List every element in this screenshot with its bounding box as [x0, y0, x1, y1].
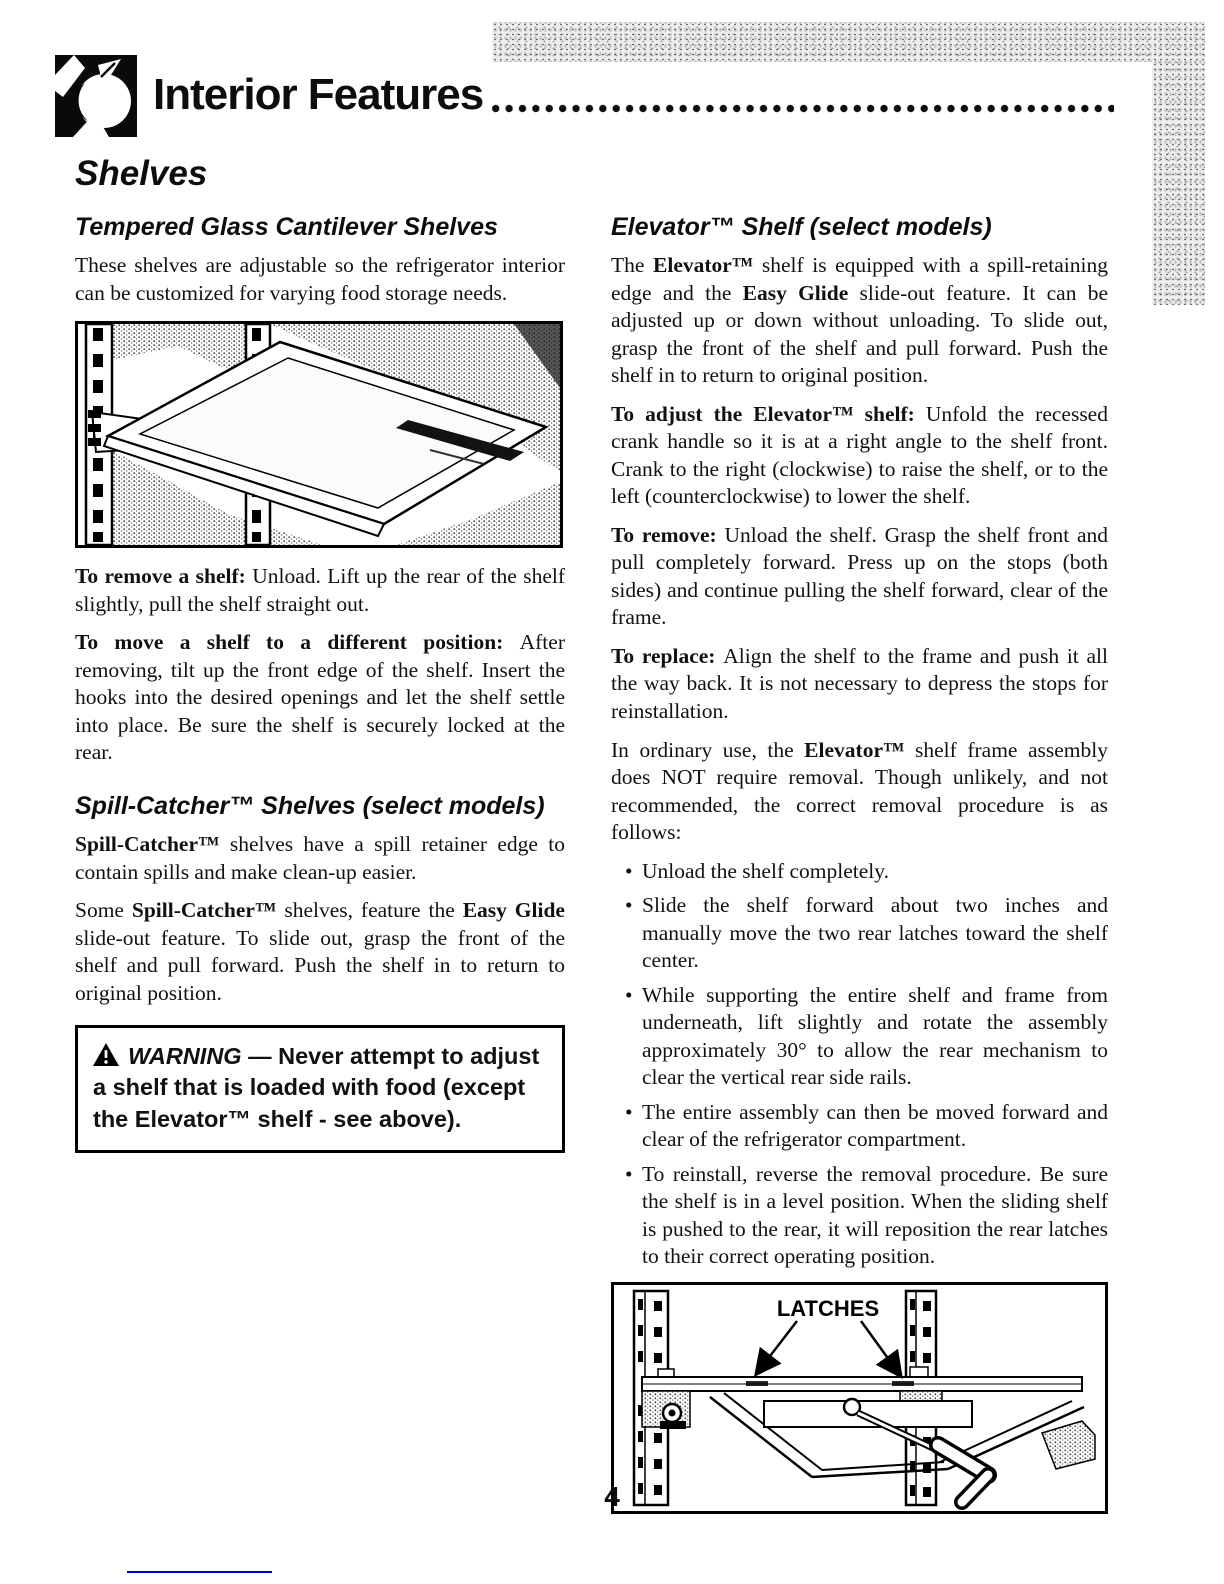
bullet-dot: •: [625, 982, 633, 1007]
removal-steps-list: [611, 858, 1108, 1271]
elevator-shelf-frame-illustration: [611, 1282, 1108, 1514]
list-item: • While supporting the entire shelf and frame from underneath, lift slightly and rotate the assembly approximately 30° to allow the rear mechanism to clear the vertical rear side rails.: [625, 982, 1108, 1092]
dot-leader: [489, 104, 1114, 113]
page-number: 4: [604, 1481, 620, 1512]
remove-shelf-paragraph: To remove a shelf: Unload. Lift up the rear of the shelf slightly, pull the shelf straight out.: [75, 564, 565, 616]
spill-catcher-paragraph-2: Some Spill-Catcher™ shelves, feature the Easy Glide slide-out feature. To slide out, grasp the front of the shelf and pull forward. Push the shelf in to return to original position.: [75, 898, 565, 1005]
section-title: Shelves: [75, 154, 208, 193]
heading-elevator-shelf: Elevator™ Shelf (select models): [611, 213, 992, 241]
right-column: [611, 214, 1108, 1514]
heading-tempered-glass: Tempered Glass Cantilever Shelves: [75, 213, 498, 241]
page-title: Interior Features: [153, 70, 484, 119]
bullet-dot: •: [625, 1099, 633, 1124]
tempered-intro-paragraph: These shelves are adjustable so the refrigerator interior can be customized for varying food storage needs.: [75, 253, 565, 305]
warning-text: WARNING — Never attempt to adjust a shelf that is loaded with food (except the Elevator™ shelf - see above).: [93, 1043, 540, 1132]
figure-label-latches: LATCHES: [776, 1295, 880, 1321]
elevator-replace-paragraph: To replace: Align the shelf to the frame and push it all the way back. It is not necessary to depress the stops for reinstallation.: [611, 643, 1108, 723]
bullet-dot: •: [625, 1161, 633, 1186]
list-item: • Slide the shelf forward about two inches and manually move the two rear latches toward the shelf center.: [625, 892, 1108, 975]
elevator-ordinary-use-paragraph: In ordinary use, the Elevator™ shelf frame assembly does NOT require removal. Though unlikely, and not recommended, the correct removal procedure is as follows:: [611, 737, 1109, 845]
bullet-dot: •: [625, 893, 633, 918]
elevator-adjust-paragraph: To adjust the Elevator™ shelf: Unfold the recessed crank handle so it is at a right angle to the shelf front. Crank to the right (clockwise) to raise the shelf, or to the left (counterclockwise) to lower the shelf.: [611, 401, 1108, 509]
move-shelf-paragraph: To move a shelf to a different position: After removing, tilt up the front edge of the shelf. Insert the hooks into the desired openings and let the shelf settle into place. Be sure the shelf is securely locked at the rear.: [75, 630, 565, 765]
apple-icon: [55, 55, 137, 137]
page-header: [55, 55, 1224, 137]
bullet-dot: •: [625, 858, 633, 883]
cantilever-shelf-illustration: [75, 321, 563, 548]
elevator-remove-paragraph: To remove: Unload the shelf. Grasp the shelf front and pull completely forward. Press up on the stops (both sides) and continue pulling the shelf forward, clear of the frame.: [611, 522, 1108, 630]
two-column-body: [75, 214, 1112, 1514]
list-item: • The entire assembly can then be moved forward and clear of the refrigerator compartment.: [625, 1099, 1108, 1154]
list-item: • Unload the shelf completely.: [625, 858, 1108, 886]
warning-triangle-icon: [93, 1043, 119, 1066]
scan-artifact-blue-line: [127, 1571, 272, 1573]
left-column: [75, 214, 565, 1153]
heading-spill-catcher: Spill-Catcher™ Shelves (select models): [75, 791, 545, 820]
spill-catcher-paragraph-1: Spill-Catcher™ shelves have a spill retainer edge to contain spills and make clean-up easier.: [75, 832, 565, 884]
elevator-intro-paragraph: The Elevator™ shelf is equipped with a spill-retaining edge and the Easy Glide slide-out feature. It can be adjusted up or down without unloading. To slide out, grasp the front of the shelf and pull forward. Push the shelf in to return to original position.: [611, 253, 1108, 388]
warning-box: [75, 1025, 565, 1153]
list-item: • To reinstall, reverse the removal procedure. Be sure the shelf is in a level position. When the sliding shelf is pushed to the rear, it will reposition the rear latches to their correct operating position.: [625, 1161, 1108, 1271]
